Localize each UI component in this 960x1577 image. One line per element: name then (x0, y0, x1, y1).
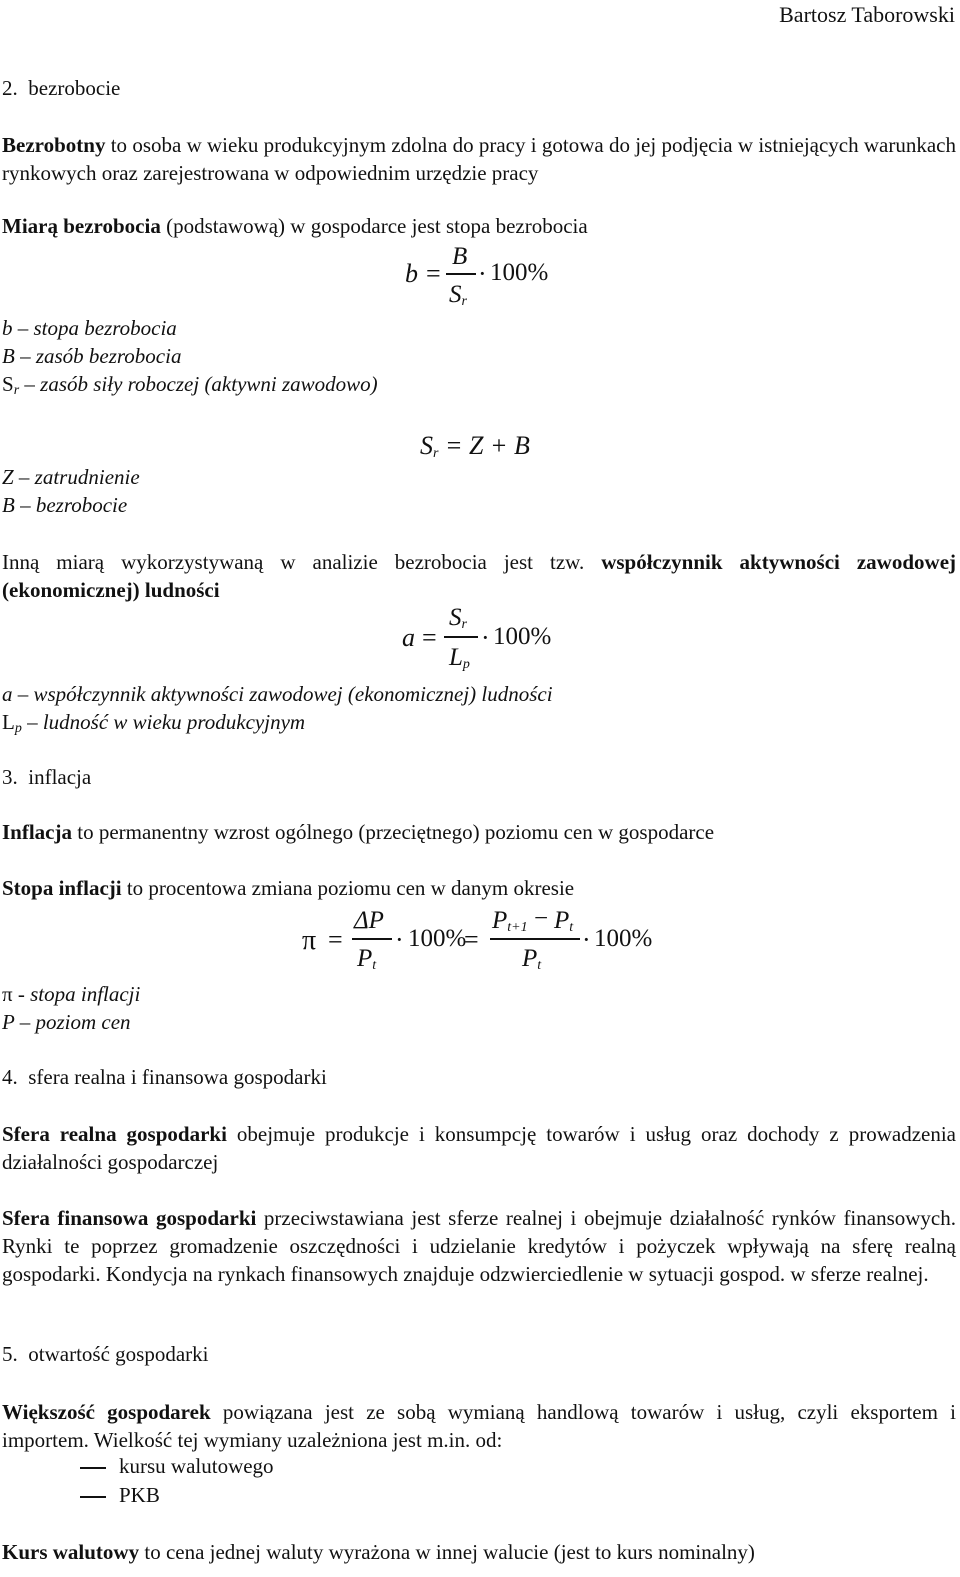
section-number: 3. (2, 765, 18, 789)
section-title: sfera realna i finansowa gospodarki (28, 1065, 327, 1089)
legend-a: a – współczynnik aktywności zawodowej (ekonomicznej) ludności (2, 682, 553, 706)
legend-Lp: $L_p$ – ludność w wieku produkcyjnym (2, 710, 306, 736)
legend-pi-text: - stopa inflacji (12, 982, 141, 1006)
definition-text: to cena jednej waluty wyrażona w innej walucie (jest to kurs nominalny) (139, 1540, 755, 1564)
list-item-text: kursu walutowego (119, 1454, 274, 1478)
intro-text: Inną miarą wykorzystywaną w analizie bezrobocia jest tzw. (2, 550, 602, 574)
pi-symbol: π (2, 982, 13, 1006)
activity-rate-intro (2, 548, 956, 604)
section-number: 2. (2, 76, 18, 100)
section-number: 4. (2, 1065, 18, 1089)
measure-text: (podstawową) w gospodarce jest stopa bezrobocia (160, 214, 588, 238)
formula-labor-force: $S_r = Z + B$ (420, 431, 530, 461)
formula-numerator: $S_r$ (449, 604, 467, 632)
legend-Sr: $S_r$ – zasób siły roboczej (aktywni zawodowo) (2, 372, 378, 398)
paragraph-text: przeciwstawiana jest sferze realnej i obejmuje działalność rynków finansowych. Rynki te poprzez gromadzenie oszczędności i udzielanie kredytów i pożyczek wpływają na sferę realną gospodarki. Kondycja na rynkach finansowych znajduje odzwierciedlenie w sytuacji gospod. w sferze realnej. (2, 1206, 956, 1286)
legend-b: b – stopa bezrobocia (2, 316, 177, 340)
formula-denominator-2: $P_t$ (522, 945, 542, 973)
formula-equals: = (422, 623, 437, 652)
formula-multiply: · (478, 259, 487, 288)
formula-percent-2: 100% (594, 925, 653, 952)
term-stopa-inflacji: Stopa inflacji (2, 876, 122, 900)
formula-percent: 100% (493, 623, 552, 650)
formula-equals: = (426, 259, 441, 288)
formula-denominator: $P_t$ (357, 945, 377, 973)
list-item-text: PKB (119, 1483, 160, 1507)
fraction-bar (352, 938, 392, 940)
formula-denominator: $L_p$ (449, 644, 470, 672)
legend-P: P – poziom cen (2, 1010, 131, 1034)
section-4-heading (2, 1065, 327, 1090)
formula-multiply: · (481, 623, 490, 652)
definition-text: to permanentny wzrost ogólnego (przeciętnego) poziomu cen w gospodarce (72, 820, 715, 844)
legend-pi (2, 982, 140, 1007)
legend-B: B – zasób bezrobocia (2, 344, 182, 368)
real-sphere-paragraph (2, 1120, 956, 1176)
formula-numerator: B (452, 243, 468, 270)
definition-text: to osoba w wieku produkcyjnym zdolna do pracy i gotowa do jej podjęcia w istniejących warunkach rynkowych oraz zarejestrowana w odpowiednim urzędzie pracy (2, 133, 956, 185)
term-sfera-finansowa: Sfera finansowa gospodarki (2, 1206, 257, 1230)
page-header-author: Bartosz Taborowski (779, 2, 955, 27)
formula-numerator-p-next: $P_{t+1}$ (492, 907, 528, 935)
paragraph-text: powiązana jest ze sobą wymianą handlową towarów i usług, czyli eksportem i importem. Wielkość tej wymiany uzależniona jest m.in. od: (2, 1400, 956, 1452)
formula-equals-2: = (464, 925, 479, 954)
formula-numerator-delta-p: ΔP (354, 907, 384, 934)
unemployment-measure (2, 214, 588, 239)
formula-numerator-p: $P_t$ (554, 907, 574, 935)
fraction-bar (444, 636, 478, 638)
fraction-bar-2 (490, 938, 580, 940)
legend-Z: Z – zatrudnienie (2, 465, 140, 489)
term-inflacja: Inflacja (2, 820, 72, 844)
formula-minus: − (534, 905, 549, 932)
section-5-heading (2, 1342, 208, 1367)
dash-bullet (80, 1467, 106, 1469)
openness-paragraph (2, 1398, 956, 1454)
unemployed-definition (2, 131, 956, 187)
section-title: otwartość gospodarki (28, 1342, 209, 1366)
fraction-bar (446, 273, 476, 275)
term-miara-bezrobocia: Miarą bezrobocia (2, 214, 161, 238)
formula-percent: 100% (490, 259, 549, 286)
formula-denominator: $S_r$ (449, 281, 467, 309)
formula-equals: = (328, 925, 343, 954)
section-number: 5. (2, 1342, 18, 1366)
formula-lhs: a (402, 623, 415, 652)
section-title: inflacja (28, 765, 92, 789)
formula-multiply: · (395, 925, 404, 954)
term-activity-rate: współczynnik aktywności zawodowej (ekonomicznej) ludności (2, 550, 957, 602)
formula-lhs: b (405, 259, 418, 288)
term-bezrobotny: Bezrobotny (2, 133, 106, 157)
section-2-heading (2, 76, 120, 101)
term-wiekszosc-gospodarek: Większość gospodarek (2, 1400, 211, 1424)
exchange-rate-definition (2, 1540, 755, 1565)
inflation-rate-definition (2, 876, 574, 901)
formula-pi: π (302, 925, 317, 956)
dash-bullet (80, 1496, 106, 1498)
term-sfera-realna: Sfera realna gospodarki (2, 1122, 227, 1146)
paragraph-text: obejmuje produkcje i konsumpcję towarów i usług oraz dochody z prowadzenia działalności gospodarczej (2, 1122, 956, 1174)
section-3-heading (2, 765, 91, 790)
financial-sphere-paragraph (2, 1204, 956, 1288)
inflation-definition (2, 820, 714, 845)
section-title: bezrobocie (28, 76, 121, 100)
formula-percent: 100% (408, 925, 467, 952)
legend-B-bezrobocie: B – bezrobocie (2, 493, 128, 517)
definition-text: to procentowa zmiana poziomu cen w danym okresie (121, 876, 575, 900)
term-kurs-walutowy: Kurs walutowy (2, 1540, 140, 1564)
formula-multiply-2: · (582, 925, 591, 954)
